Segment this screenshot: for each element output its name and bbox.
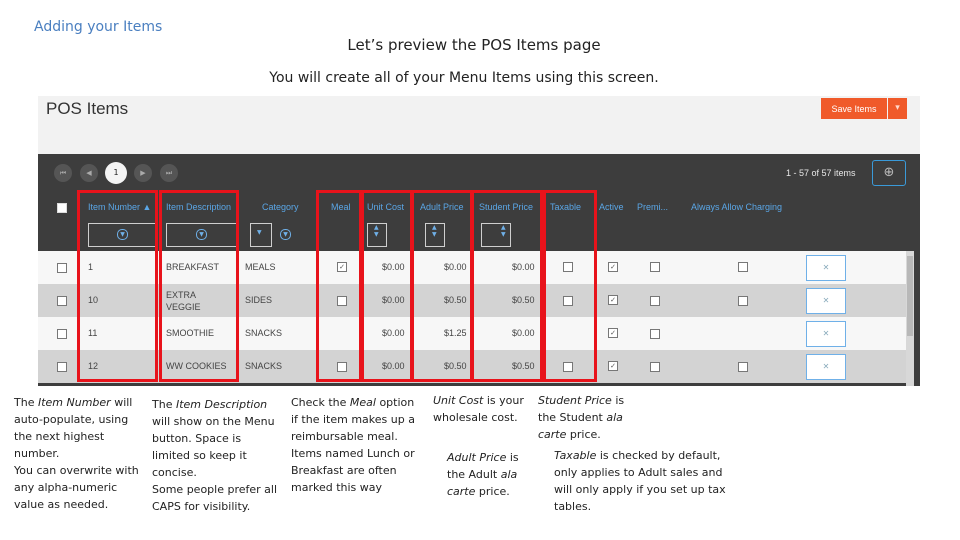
save-dropdown-icon[interactable]: ▾: [888, 98, 907, 119]
highlight-unit-cost: [361, 190, 413, 382]
always-allow-charging-checkbox[interactable]: [738, 262, 748, 272]
col-item-number[interactable]: Item Number ▲: [88, 202, 152, 212]
next-page-icon[interactable]: ▶: [134, 164, 152, 182]
scrollbar-thumb[interactable]: [907, 256, 913, 336]
student-price-cell: $0.00: [512, 328, 535, 338]
col-item-description[interactable]: Item Description: [166, 202, 232, 212]
page-title: POS Items: [46, 99, 129, 118]
col-active[interactable]: Active: [599, 202, 624, 212]
edit-icon[interactable]: ✕: [806, 288, 846, 314]
row-checkbox[interactable]: [57, 263, 67, 273]
col-always-allow-charging[interactable]: Always Allow Charging: [691, 202, 783, 212]
highlight-student-price: [471, 190, 543, 382]
stepper-icon[interactable]: ▲ ▼: [374, 224, 379, 238]
stepper-icon[interactable]: ▲ ▼: [501, 224, 506, 238]
item-number-cell: 12: [88, 361, 99, 371]
first-page-icon[interactable]: ⏮: [54, 164, 72, 182]
filter-icon[interactable]: ▼: [196, 229, 207, 240]
item-description-cell: WW COOKIES: [166, 361, 227, 371]
adult-price-cell: $0.50: [444, 361, 467, 371]
category-cell: SNACKS: [245, 361, 283, 371]
unit-cost-cell: $0.00: [382, 328, 405, 338]
note-adult-price: Adult Price is the Adult ala carte price.: [447, 451, 519, 498]
premium-checkbox[interactable]: [650, 362, 660, 372]
section-title: Adding your Items: [34, 19, 163, 35]
category-cell: SIDES: [245, 295, 273, 305]
select-all-checkbox[interactable]: [57, 203, 67, 213]
highlight-item-number: [77, 190, 158, 382]
slide-title: Let’s preview the POS Items page: [347, 36, 601, 54]
edit-icon[interactable]: ✕: [806, 321, 846, 347]
highlight-taxable: [543, 190, 597, 382]
premium-checkbox[interactable]: [650, 296, 660, 306]
add-item-icon[interactable]: ⊕: [872, 160, 906, 186]
save-items-button[interactable]: Save Items: [821, 98, 887, 119]
unit-cost-cell: $0.00: [382, 295, 405, 305]
col-adult-price[interactable]: Adult Price: [420, 202, 464, 212]
premium-checkbox[interactable]: [650, 262, 660, 272]
always-allow-charging-checkbox[interactable]: [738, 362, 748, 372]
unit-cost-cell: $0.00: [382, 361, 405, 371]
col-meal[interactable]: Meal: [331, 202, 351, 212]
highlight-item-description: [159, 190, 239, 382]
page-1-button[interactable]: 1: [105, 162, 127, 184]
item-description-cell: EXTRA VEGGIE: [166, 290, 201, 312]
student-price-cell: $0.50: [512, 361, 535, 371]
pager-info: 1 - 57 of 57 items: [786, 168, 856, 178]
category-cell: SNACKS: [245, 328, 283, 338]
col-student-price[interactable]: Student Price: [479, 202, 534, 212]
adult-price-cell: $1.25: [444, 328, 467, 338]
active-checkbox[interactable]: ✓: [608, 361, 618, 371]
note-student-price: Student Price is the Student ala carte price.: [538, 394, 625, 441]
slide-subtitle: You will create all of your Menu Items using this screen.: [269, 70, 659, 86]
active-checkbox[interactable]: ✓: [608, 295, 618, 305]
meal-checkbox[interactable]: ✓: [337, 262, 347, 272]
student-price-cell: $0.00: [512, 262, 535, 272]
chevron-down-icon: ▼: [257, 229, 262, 236]
row-checkbox[interactable]: [57, 329, 67, 339]
col-premium[interactable]: Premi...: [637, 202, 669, 212]
highlight-meal: [316, 190, 362, 382]
col-category[interactable]: Category: [262, 202, 299, 212]
highlight-adult-price: [411, 190, 473, 382]
filter-icon[interactable]: ▼: [117, 229, 128, 240]
item-number-cell: 1: [88, 262, 94, 272]
note-taxable: Taxable is checked by default, only applies to Adult sales and will only apply if you set up tax tables.: [554, 449, 726, 513]
row-checkbox[interactable]: [57, 296, 67, 306]
item-number-cell: 11: [88, 328, 98, 338]
filter-icon[interactable]: ▼: [280, 229, 291, 240]
last-page-icon[interactable]: ⏭: [160, 164, 178, 182]
edit-icon[interactable]: ✕: [806, 255, 846, 281]
note-item-number: The Item Number will auto-populate, using the next highest number. You can overwrite with any alpha-numeric value as needed.: [14, 396, 139, 511]
col-unit-cost[interactable]: Unit Cost: [367, 202, 405, 212]
note-meal: Check the Meal option if the item makes up a reimbursable meal. Items named Lunch or Breakfast are often marked this way: [291, 396, 415, 494]
note-item-description: The Item Description will show on the Menu button. Space is limited so keep it concise. Some people prefer all CAPS for visibility.: [152, 398, 278, 513]
student-price-cell: $0.50: [512, 295, 535, 305]
note-unit-cost: Unit Cost is your wholesale cost.: [433, 394, 524, 424]
category-cell: MEALS: [245, 262, 276, 272]
active-checkbox[interactable]: ✓: [608, 262, 618, 272]
edit-icon[interactable]: ✕: [806, 354, 846, 380]
active-checkbox[interactable]: ✓: [608, 328, 618, 338]
adult-price-cell: $0.00: [444, 262, 467, 272]
adult-price-cell: $0.50: [444, 295, 467, 305]
row-checkbox[interactable]: [57, 362, 67, 372]
stepper-icon[interactable]: ▲ ▼: [432, 224, 437, 238]
premium-checkbox[interactable]: [650, 329, 660, 339]
always-allow-charging-checkbox[interactable]: [738, 296, 748, 306]
col-taxable[interactable]: Taxable: [550, 202, 582, 212]
item-description-cell: BREAKFAST: [166, 262, 220, 272]
prev-page-icon[interactable]: ◀: [80, 164, 98, 182]
item-description-cell: SMOOTHIE: [166, 328, 215, 338]
unit-cost-cell: $0.00: [382, 262, 405, 272]
item-number-cell: 10: [88, 295, 99, 305]
